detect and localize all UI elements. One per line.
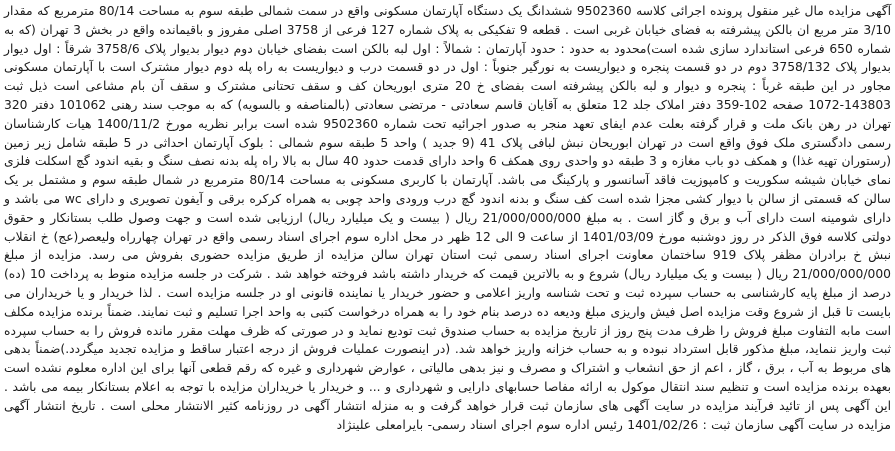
notice-body-text: آگهی مزایده مال غیر منقول پرونده اجرائی کلاسه 9502360 ششدانگ یک دستگاه آپارتمان مسکونی واقع در سمت شمالی طبقه سوم به مساحت 80/14 مترمربع که مقدار 3/10 متر مربع ان بالکن پیشرفته به فضای خیابان غربی است . قطعه 9 تفکیکی به پلاک شماره 127 فرعی از 3758 اصلی مفروز و باقیمانده واقع در بخش 3 تهران (که به شماره 650 فرعی استاندارد سازی شده است)محدود به حدود : حدود آپارتمان : شمالاً : اول لبه بالکن است بفضای خیابان دوم دیوار بدیوار پلاک 3758/6 شرقاً : اول دیوار بدیوار پلاک 3758/132 دوم در دو قسمت پنجره و دیواریست به نورگیر جنوباً : اول در دو قسمت درب و دیواریست به راه پله دوم دیوار مشترک است با آپارتمان مسکونی مجاور در این طبقه غرباً : پنجره و دیوار و لبه بالکن پیشرفته است بفضای خ 20 متری ابوریحان کف و سقف تحتانی مشترک و سقف آن بام مشاعی است ذیل ثبت 143803-1072 صفحه 102-359 دفتر املاک جلد 12 متعلق به آقایان قاسم سعادتی - مرتضی سعادتی (بالمناصفه و بالسویه) که به موجب سند رهنی 101062 دفتر 320 تهران در رهن بانک ملت و قرار گرفته بعلت عدم ایفای تعهد منجر به صدور اجرائیه تحت شماره 9502360 شده است برابر نظریه مورخ 1400/11/2 هیات کارشناسان رسمی دادگستری ملک فوق واقع است در تهران ابوریحان نبش لبافی پلاک 41 (9 جدید ) واحد 5 طبقه سوم شمالی : بلوک آپارتمان احداثی در 5 طبقه شامل زیر زمین (رستوران تهیه غذا) و همکف دو باب مغازه و 3 طبقه دو واحدی روی همکف 6 واحد دارای قدمت حدود 40 سال به بالا راه پله بدنه نصف سنگ و بقیه اندود گچ اسکلت فلزی نمای خیابان شیشه سکوریت و کامپوزیت فاقد آسانسور و پارکینگ می باشد. آپارتمان با کاربری مسکونی به مساحت 80/14 مترمربع در شمال طبقه سوم و مشتمل بر یک سالن که قسمتی از سالن با دیوار کشی مجزا شده است کف سنگ و بدنه اندود گچ درب ورودی واحد چوبی به همراه کرکره برقی و آیفون تصویری و دارای wc می باشد و دارای شومینه است دارای آب و برق و گاز است . به مبلغ 21/000/000/000 ریال ( بیست و یک میلیارد ریال) ارزیابی شده است و جهت وصول طلب بستانکار و حقوق دولتی کلاسه فوق الذکر در روز دوشنبه مورخ 1401/03/09 از ساعت 9 الی 12 ظهر در محل اداره سوم اجرای اسناد رسمی واقع در تهران چهارراه ولیعصر(عج) خ انقلاب نبش خ برادران مظفر پلاک 919 ساختمان معاونت اجرای اسناد رسمی ثبت استان تهران سالن مزایده از طریق مزایده حضوری بفروش می رسد. مزایده از مبلغ 21/000/000/000 ریال ( بیست و یک میلیارد ریال) شروع و به بالاترین قیمت که خریدار داشته باشد فروخته خواهد شد . شرکت در جلسه مزایده منوط به پرداخت 10 (ده) درصد از مبلغ پایه کارشناسی به حساب سپرده ثبت و تحت شناسه واریز اعلامی و حضور خریدار یا نماینده قانونی او در جلسه مزایده است . لذا خریدار و یا خریداران می بایست تا قبل از شروع وقت مزایده اصل فیش واریزی مبلغ ودیعه ده درصد بنام خود را به همراه درخواست کتبی به واحد اجرا تسلیم و ثبت نمایند. ضمناً برنده مزایده مکلف است مابه التفاوت مبلغ فروش را ظرف مدت پنج روز از تاریخ مزایده به حساب صندوق ثبت تودیع نماید و در صورتی که ظرف مهلت مقرر مانده فروش را به حساب سپرده ثبت واریز ننماید، مبلغ مذکور قابل استرداد نبوده و به حساب خزانه واریز خواهد شد. (در اینصورت عملیات فروش از درجه اعتبار ساقط و مزایده تجدید میگردد.)ضمناً بدهی های مربوط به آب ، برق ، گاز ، اعم از حق انشعاب و اشتراک و مصرف و نیز بدهی مالیاتی ، عوارض شهرداری و غیره که رقم قطعی آنها برای این اداره معلوم نشده است بعهده برنده مزایده است و تنظیم سند انتقال موکول به ارائه مفاصا حسابهای دارایی و شهرداری و ... و خریدار یا خریداران مزایده با توجه به اعلام بستانکار بیمه می باشد . این آگهی پس از تائید فرآیند مزایده در سایت آگهی های سازمان ثبت قرار خواهد گرفت و به منزله انتشار آگهی در روزنامه کثیر الانتشار محلی است . تاریخ انتشار آگهی مزایده در سایت آگهی سازمان ثبت : 1401/02/26 رئیس اداره سوم اجرای اسناد رسمی- بایرامعلی علینژاد (4, 4, 892, 432)
